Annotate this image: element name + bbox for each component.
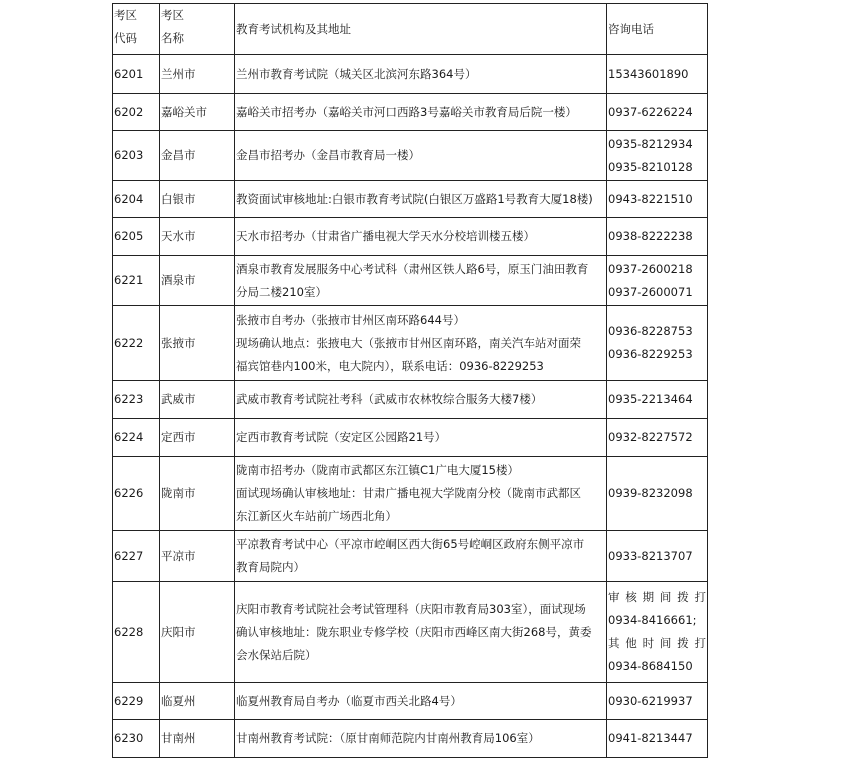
cell-address xyxy=(235,419,607,457)
address-line: 福宾馆巷内100米，电大院内），联系电话：0936-8229253 xyxy=(236,358,544,373)
cell-code: 6201 xyxy=(113,55,160,94)
cell-phone xyxy=(607,381,708,419)
cell-code: 6224 xyxy=(113,419,160,457)
cell-address xyxy=(235,582,607,683)
phone-line: 0941-8213447 xyxy=(608,731,693,745)
cell-code: 6230 xyxy=(113,720,160,758)
address-line: 嘉峪关市招考办（嘉峪关市河口西路3号嘉峪关市教育局后院一楼） xyxy=(236,104,577,119)
table-row xyxy=(113,55,708,94)
table-row xyxy=(113,131,708,181)
cell-code: 6227 xyxy=(113,531,160,582)
address-line: 东江新区火车站前广场西北角） xyxy=(236,509,397,523)
header-phone: 咨询电话 xyxy=(607,4,708,55)
phone-line: 0937-2600071 xyxy=(608,284,693,299)
cell-code: 6221 xyxy=(113,256,160,306)
cell-name: 白银市 xyxy=(160,181,235,218)
table-row xyxy=(113,683,708,720)
address-line: 酒泉市教育发展服务中心考试科（肃州区铁人路6号，原玉门油田教育 xyxy=(236,261,589,276)
table-row xyxy=(113,256,708,306)
phone-line: 15343601890 xyxy=(608,66,689,81)
cell-name: 酒泉市 xyxy=(160,256,235,306)
table-row xyxy=(113,306,708,381)
header-name-line: 名称 xyxy=(161,31,184,45)
table-row xyxy=(113,181,708,218)
cell-phone xyxy=(607,256,708,306)
cell-phone xyxy=(607,94,708,131)
address-line: 教育局院内） xyxy=(236,560,305,574)
address-line: 确认审核地址：陇东职业专修学校（庆阳市西峰区南大街268号，黄委 xyxy=(236,624,592,639)
header-code xyxy=(113,4,160,55)
cell-name: 武威市 xyxy=(160,381,235,419)
phone-line: 审核期间拨打 xyxy=(608,590,706,604)
address-line: 张掖市自考办（张掖市甘州区南环路644号） xyxy=(236,312,465,327)
cell-code: 6222 xyxy=(113,306,160,381)
cell-name: 金昌市 xyxy=(160,131,235,181)
table-body xyxy=(113,55,708,758)
cell-address xyxy=(235,306,607,381)
address-line: 临夏州教育局自考办（临夏市西关北路4号） xyxy=(236,693,462,708)
cell-phone xyxy=(607,531,708,582)
phone-line: 0936-8228753 xyxy=(608,324,693,338)
header-address: 教育考试机构及其地址 xyxy=(235,4,607,55)
cell-address xyxy=(235,256,607,306)
cell-name: 天水市 xyxy=(160,218,235,256)
cell-phone xyxy=(607,181,708,218)
address-line: 天水市招考办（甘肃省广播电视大学天水分校培训楼五楼） xyxy=(236,229,535,243)
cell-name: 嘉峪关市 xyxy=(160,94,235,131)
phone-line: 0933-8213707 xyxy=(608,548,693,563)
cell-name: 陇南市 xyxy=(160,457,235,531)
exam-office-table xyxy=(112,3,708,758)
table-row xyxy=(113,582,708,683)
phone-line: 0935-8212934 xyxy=(608,136,693,151)
table-row xyxy=(113,531,708,582)
cell-code: 6204 xyxy=(113,181,160,218)
phone-line: 0935-8210128 xyxy=(608,159,693,174)
cell-phone xyxy=(607,582,708,683)
address-line: 兰州市教育考试院（城关区北滨河东路364号） xyxy=(236,66,477,81)
phone-line: 0935-2213464 xyxy=(608,392,693,406)
cell-phone xyxy=(607,683,708,720)
address-line: 庆阳市教育考试院社会考试管理科（庆阳市教育局303室），面试现场 xyxy=(236,601,586,616)
address-line: 定西市教育考试院（安定区公园路21号） xyxy=(236,430,447,444)
cell-address xyxy=(235,531,607,582)
cell-address xyxy=(235,457,607,531)
cell-address xyxy=(235,720,607,758)
phone-line: 0936-8229253 xyxy=(608,347,693,361)
phone-line: 0937-6226224 xyxy=(608,104,693,119)
cell-phone xyxy=(607,419,708,457)
phone-line: 0932-8227572 xyxy=(608,430,693,444)
address-line: 面试现场确认审核地址：甘肃广播电视大学陇南分校（陇南市武都区 xyxy=(236,486,581,500)
table-row xyxy=(113,720,708,758)
phone-line: 0930-6219937 xyxy=(608,693,693,708)
address-line: 金昌市招考办（金昌市教育局一楼） xyxy=(236,148,420,162)
phone-line: 0934-8416661; xyxy=(608,613,697,627)
cell-code: 6223 xyxy=(113,381,160,419)
address-line: 甘南州教育考试院：（原甘南师范院内甘南州教育局106室） xyxy=(236,731,540,745)
phone-line: 0934-8684150 xyxy=(608,659,693,673)
address-line: 会水保站后院） xyxy=(236,647,317,662)
table-row xyxy=(113,419,708,457)
cell-phone xyxy=(607,306,708,381)
header-code-line: 考区 xyxy=(114,8,137,22)
address-line: 武威市教育考试院社考科（武威市农林牧综合服务大楼7楼） xyxy=(236,392,543,406)
cell-code: 6226 xyxy=(113,457,160,531)
phone-line: 0937-2600218 xyxy=(608,261,693,276)
cell-phone xyxy=(607,720,708,758)
cell-address xyxy=(235,94,607,131)
header-code-line: 代码 xyxy=(114,31,137,45)
cell-name: 兰州市 xyxy=(160,55,235,94)
cell-phone xyxy=(607,457,708,531)
cell-address xyxy=(235,683,607,720)
table-row xyxy=(113,381,708,419)
cell-phone xyxy=(607,218,708,256)
address-line: 分局二楼210室） xyxy=(236,284,327,299)
cell-name: 甘南州 xyxy=(160,720,235,758)
cell-code: 6203 xyxy=(113,131,160,181)
cell-name: 平凉市 xyxy=(160,531,235,582)
address-line: 陇南市招考办（陇南市武都区东江镇C1广电大厦15楼） xyxy=(236,463,519,477)
cell-address xyxy=(235,218,607,256)
cell-address xyxy=(235,55,607,94)
table-row xyxy=(113,457,708,531)
cell-name: 张掖市 xyxy=(160,306,235,381)
phone-line: 0943-8221510 xyxy=(608,191,693,206)
header-name xyxy=(160,4,235,55)
address-line: 教资面试审核地址:白银市教育考试院(白银区万盛路1号教育大厦18楼) xyxy=(236,191,593,206)
table-header-row xyxy=(113,4,708,55)
cell-name: 定西市 xyxy=(160,419,235,457)
cell-code: 6228 xyxy=(113,582,160,683)
cell-address xyxy=(235,181,607,218)
table-row xyxy=(113,94,708,131)
cell-name: 庆阳市 xyxy=(160,582,235,683)
header-name-line: 考区 xyxy=(161,8,184,22)
table-row xyxy=(113,218,708,256)
cell-code: 6229 xyxy=(113,683,160,720)
address-line: 平凉教育考试中心（平凉市崆峒区西大街65号崆峒区政府东侧平凉市 xyxy=(236,537,585,551)
cell-phone xyxy=(607,55,708,94)
phone-line: 0938-8222238 xyxy=(608,229,693,243)
cell-code: 6202 xyxy=(113,94,160,131)
phone-line: 其他时间拨打 xyxy=(608,636,706,650)
cell-address xyxy=(235,131,607,181)
cell-address xyxy=(235,381,607,419)
address-line: 现场确认地点：张掖电大（张掖市甘州区南环路，南关汽车站对面荣 xyxy=(236,335,581,350)
cell-name: 临夏州 xyxy=(160,683,235,720)
phone-line: 0939-8232098 xyxy=(608,486,693,500)
cell-code: 6205 xyxy=(113,218,160,256)
cell-phone xyxy=(607,131,708,181)
